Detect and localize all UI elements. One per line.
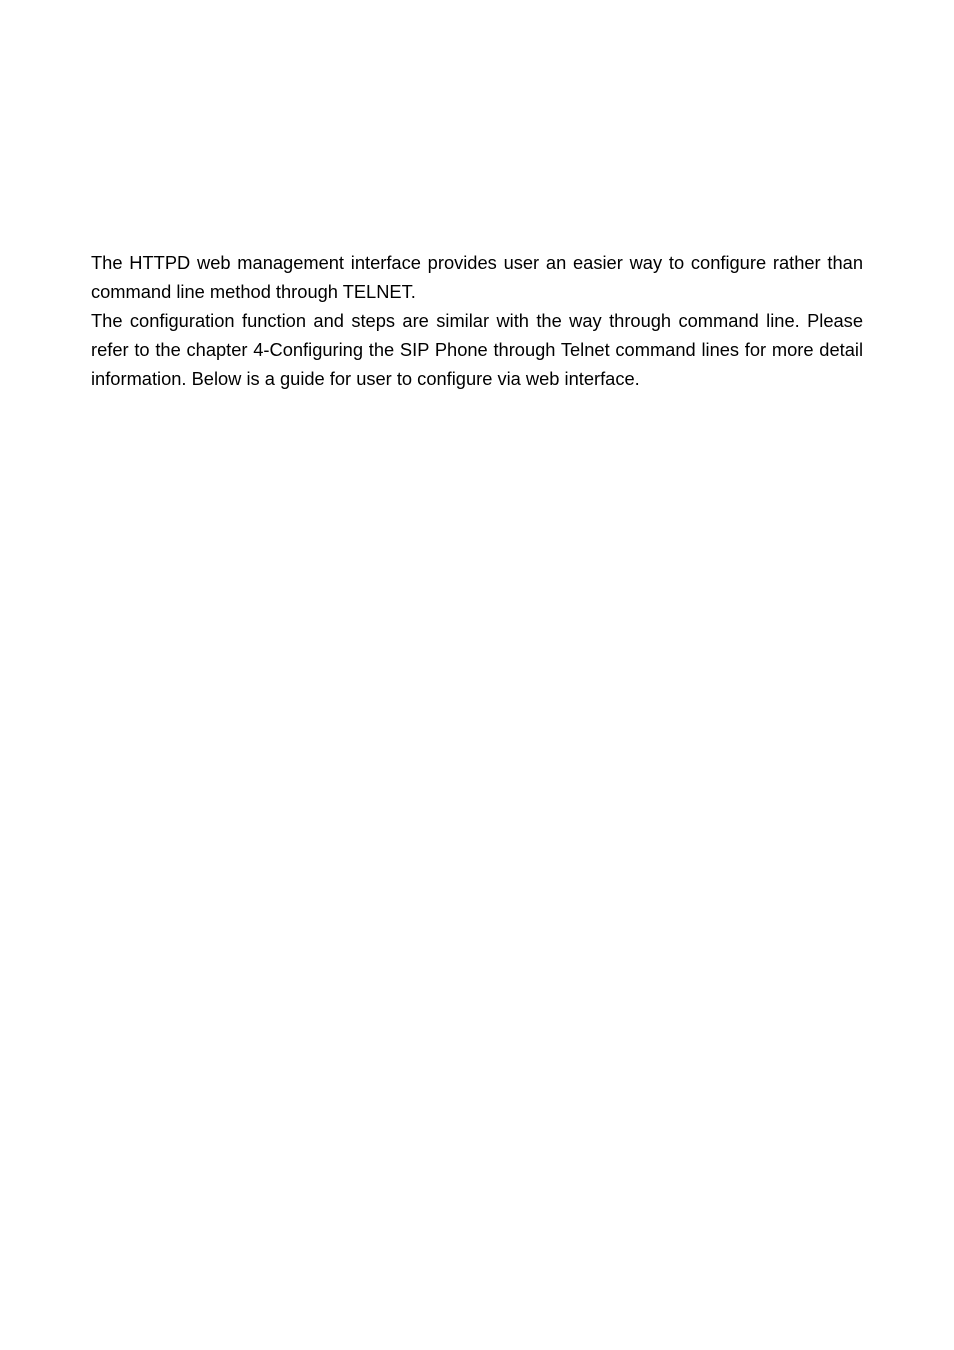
paragraph-configuration: The configuration function and steps are similar with the way through command line. Please refer to the chapter 4-Configuring the SIP Phone through Telnet command lines for more detail information. Below is a guide for user to configure via web interface. [91, 310, 863, 389]
paragraph-intro: The HTTPD web management interface provides user an easier way to configure rather than command line method through TELNET. [91, 252, 863, 302]
document-body [91, 248, 863, 393]
